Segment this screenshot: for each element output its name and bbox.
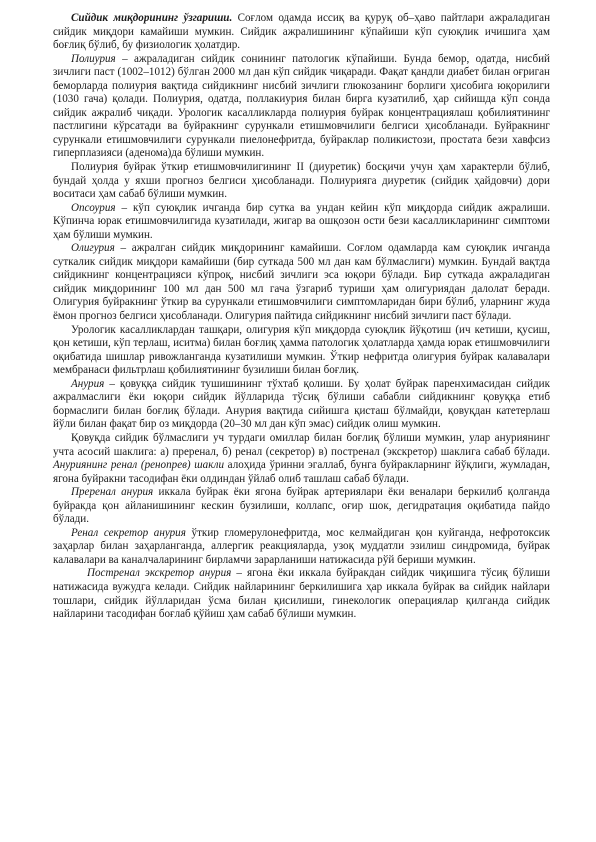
term-label: Олигурия [71,242,115,255]
paragraph-oliguria [53,242,550,323]
term-label: Анурия [71,377,105,390]
paragraph-text-continued: алоҳида ўринни эгаллаб, бунга буйракларнинг йўқлиги, жумладан, ягона буйракни тасодифан ёки олдиндан ўйлаб олиб ташлаш сабаб бўлади. [53,459,550,485]
paragraph-anuria [53,378,550,432]
paragraph-text: Урологик касалликлардан ташқари, олигурия кўп миқдорда суюқлик йўқотиш (ич кетиши, қусиш, қон кетиши, кўп терлаш, иситма) билан боғлиқ ҳамма патологик ҳолатларда ҳамда юрак етишмовчилиги оқибатида шишлар ривожланганда кузатилиши мумкин. Ўткир нефритда олигурия буйрак калавалари мембранаси фильтрлаш қобилиятининг бузилиши билан боғлиқ. [53,323,550,377]
paragraph-text: – ягона ёки иккала буйракдан сийдик чиқишига тўсиқ бўлиши натижасида вужудга келади. Сийдик найларининг беркилишига ҳар иккала буйрак ва сийдик найлари тошлари, сийдик йўлларидан ўсма билан қисилиши, гинекологик операциялар қилганда сийдик найларини тасодифан боғлаб қўйиш ҳам сабаб бўлиши мумкин. [53,567,551,621]
paragraph-polyuria-diuretic [53,161,550,202]
document-page [53,12,550,622]
paragraph-opsouria [53,202,550,243]
paragraph-text: Қовуқда сийдик бўлмаслиги уч турдаги омиллар билан боғлиқ бўлиши мумкин, улар ануриянинг учта асосий шаклига: а) преренал, б) ренал (секретор) в) постренал (экскретор) шаклига сабаб бўлади. [53,431,550,458]
paragraph-text: Полиурия буйрак ўткир етишмовчилигининг II (диуретик) босқичи учун ҳам характерли бўлиб, бундай ҳолда у яхши прогноз белгиси ҳисобланади. Полиурияга диуретик (сийдик ҳайдовчи) дори воситаси ҳам сабаб бўлиши мумкин. [53,161,550,201]
term-label: Постренал экскретор анурия [87,567,232,580]
paragraph-text: – ажраладиган сийдик сонининг патологик кўпайиши. Бунда бемор, одатда, нисбий зичлиги паст (1002–1012) бўлган 2000 мл дан кўп сийдик чиқаради. Фақат қандли диабет билан оғриган беморларда полиурия вақтида сийдикнинг нисбий зичлиги глюкозанинг борлиги ҳисобига юқорилиги (1030 гача) қолади. Полиурия, одатда, поллакиурия билан бирга кузатилиб, ҳар сийишда кўп сонда сийдик ажралиб чиқади. Урологик касалликларда полиурия буйрак концентрациялаш қобилиятининг пастлигини кўрсатади ва буйракнинг сурункали етишмовчилиги белгиси ҳисобланади. Буйракнинг сурункали етишмовчилиги сурункали пиелонефритда, буйраклар поликистози, простата бези хавфсиз гиперплазияси (аденома)да бўлиши мумкин. [53,52,550,160]
term-label: Опсоурия [71,201,116,214]
term-label: Ренал секретор анурия [71,526,186,539]
term-label: Полиурия [71,52,116,65]
paragraph-anuria-forms [53,432,550,486]
paragraph-text: – қовуққа сийдик тушишининг тўхтаб қолиши. Бу ҳолат буйрак паренхимасидан сийдик ажралмаслиги ёки юқори сийдик йўлларида тўсиқ бўлиши сабабли сийдикнинг қовуққа етиб бормаслиги билан боғлиқ бўлади. Анурия вақтида сийишга қисташ бўлмайди, қовуқдан катетерлаш йўли билан фақат бир оз миқдорда (20–30 мл дан кўп эмас) сийдик олиш мумкин. [53,377,550,431]
paragraph-text: иккала буйрак ёки ягона буйрак артериялари ёки веналари беркилиб қолганда буйракда қон айланишининг кескин бузилиши, коллапс, оғир шок, дегидратация оқибатида пайдо бўлади. [53,486,550,526]
paragraph-text: – ажралган сийдик миқдорининг камайиши. Соғлом одамларда кам суюқлик ичганда суткалик сийдик миқдори камайиши (бир суткада 500 мл дан кам бўлмаслиги) мумкин. Бундай вақтда сийдикнинг концентрацияси кўпроқ, нисбий зичлиги эса юқори бўлади. Бир суткада ажраладиган сийдик миқдорининг 100 мл дан 500 мл гача ўзгариб туриши ҳам олигуриядан далолат беради. Олигурия буйракнинг ўткир ва сурункали етишмовчилиги симптомларидан бири бўлиб, уларнинг жуда ёмон прогноз белгиси ҳисобланади. Олигурия пайтида сийдикнинг нисбий зичлиги паст бўлади. [53,242,550,323]
paragraph-text: – кўп суюқлик ичганда бир сутка ва ундан кейин кўп миқдорда сийдик ажралиши. Кўпинча юрак етишмовчилигида кузатилади, жигар ва ошқозон ости бези касалликларининг симптоми ҳам бўлиши мумкин. [53,201,550,241]
section-heading: Сийдик миқдорининг ўзгариши. [71,12,233,24]
paragraph-postrenal-excretory-anuria [53,567,550,621]
paragraph-renal-secretory-anuria [53,527,550,568]
paragraph-prerenal-anuria [53,486,550,527]
paragraph-text: Соғлом одамда иссиқ ва қуруқ об–ҳаво пайтлари ажраладиган сийдик миқдори камайиши мумкин. Сийдик ажралишининг кўпайиши кўп суюқлик ичишига ҳам боғлиқ бўлиб, бу физиологик ҳолатдир. [53,12,551,52]
paragraph-urine-volume-change [53,12,550,53]
paragraph-polyuria [53,53,550,161]
term-label: Ануриянинг ренал (ренопрев) шакли [53,459,225,472]
term-label: Преренал анурия [71,486,154,499]
paragraph-text: ўткир гломерулонефритда, мос келмайдиган қон куйганда, нефротоксик заҳарлар билан заҳарланганда, аллергик реакцияларда, узоқ муддатли эзилиш синдромида, буйрак калавалари ва каналчаларининг бирламчи зарарланиши натижасида рўй бериши мумкин. [53,526,550,566]
paragraph-oliguria-causes [53,324,550,378]
